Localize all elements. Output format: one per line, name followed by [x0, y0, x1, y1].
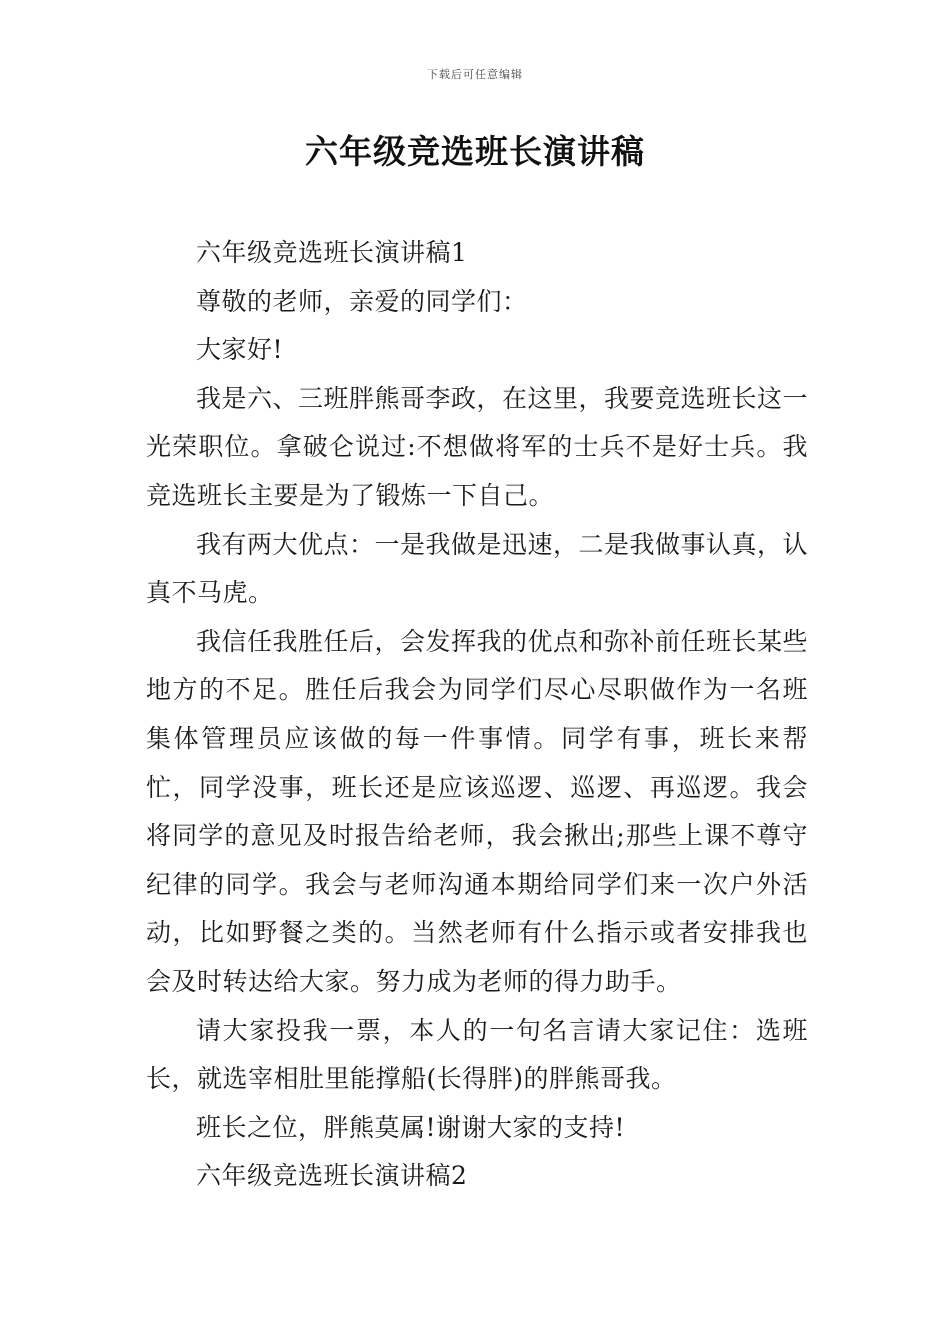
section-heading-2: 六年级竞选班长演讲稿2	[196, 1161, 468, 1191]
document-title: 六年级竞选班长演讲稿	[305, 132, 645, 171]
greeting: 大家好!	[196, 335, 284, 365]
section-heading-1: 六年级竞选班长演讲稿1	[196, 238, 468, 267]
page-header: 下载后可任意编辑	[427, 68, 523, 81]
paragraph-strengths: 我有两大优点：一是我做是迅速，二是我做事认真，认真不马虎。	[146, 529, 809, 608]
paragraph-vote-appeal: 请大家投我一票，本人的一句名言请大家记住：选班长，就选宰相肚里能撑船(长得胖)的胖熊哥我。	[146, 1015, 808, 1094]
document-body	[146, 229, 808, 1201]
paragraph-closing: 班长之位，胖熊莫属!谢谢大家的支持!	[196, 1112, 626, 1142]
salutation: 尊敬的老师，亲爱的同学们：	[196, 286, 528, 316]
paragraph-plans: 我信任我胜任后，会发挥我的优点和弥补前任班长某些地方的不足。胜任后我会为同学们尽心尽职做作为一名班集体管理员应该做的每一件事情。同学有事，班长来帮忙，同学没事，班长还是应该巡逻、巡逻、再巡逻。我会将同学的意见及时报告给老师，我会揪出;那些上课不尊守纪律的同学。我会与老师沟通本期给同学们来一次户外活动，比如野餐之类的。当然老师有什么指示或者安排我也会及时转达给大家。努力成为老师的得力助手。	[146, 626, 809, 996]
paragraph-introduction: 我是六、三班胖熊哥李政，在这里，我要竞选班长这一光荣职位。拿破仑说过:不想做将军的士兵不是好士兵。我竞选班长主要是为了锻炼一下自己。	[146, 383, 809, 510]
